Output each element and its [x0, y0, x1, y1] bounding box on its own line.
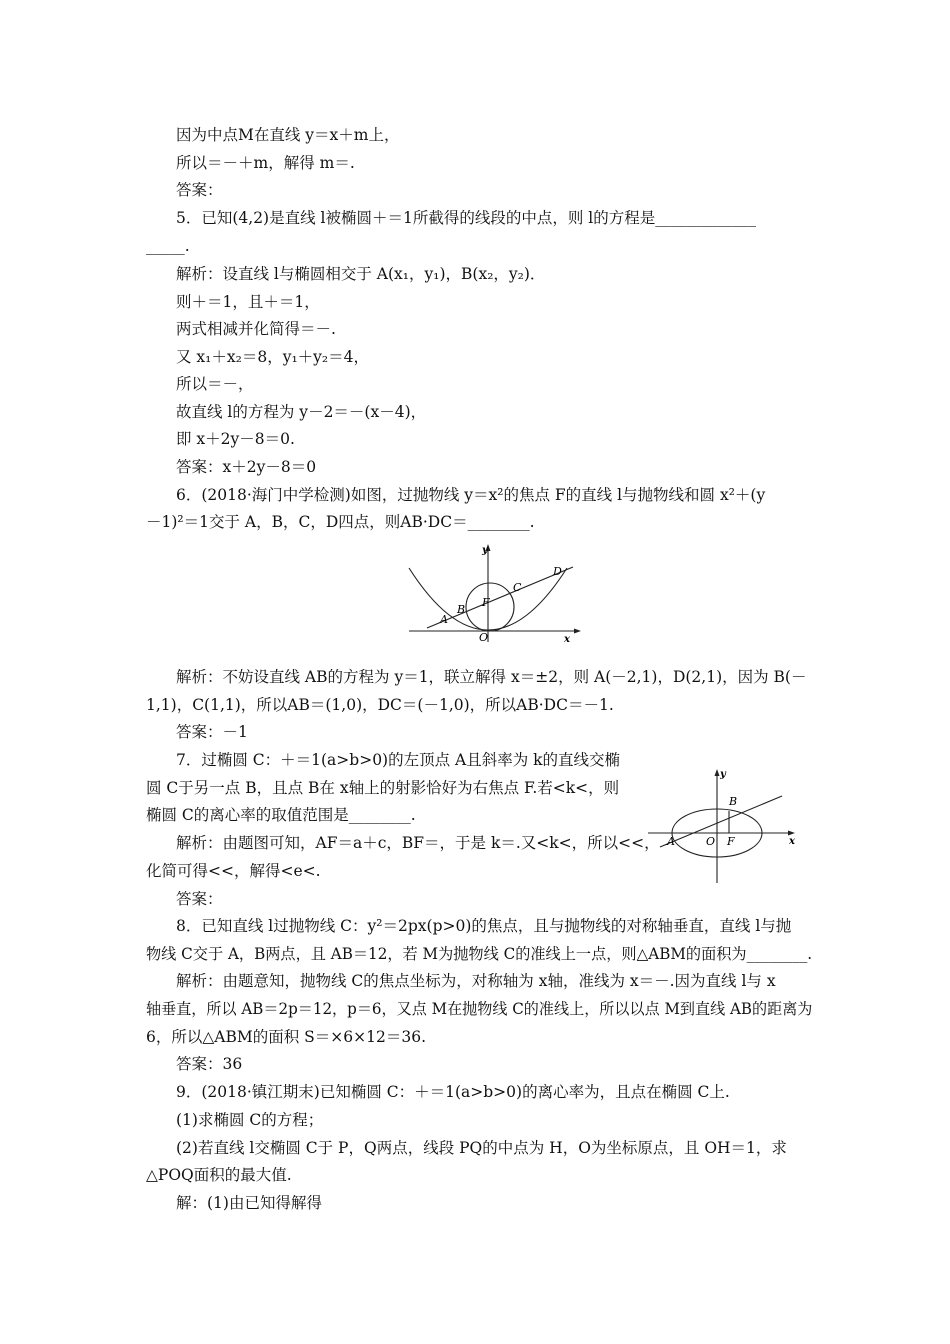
text-line: 答案： — [176, 890, 223, 908]
text-line: 轴垂直，所以 AB＝2p＝12，p＝6，又点 M在抛物线 C的准线上，所以以点 M到直线 AB的距离为 — [146, 1000, 813, 1018]
text-line: 答案：－1 — [176, 723, 248, 741]
text-line: 解析：不妨设直线 AB的方程为 y＝1，联立解得 x＝±2，则 A(－2,1)，D(2,1)，因为 B(－ — [176, 668, 807, 686]
text-line: 两式相减并化简得＝－. — [176, 320, 336, 338]
text-line: 7．过椭圆 C：＋＝1(a>b>0)的左顶点 A且斜率为 k的直线交椭 — [176, 751, 621, 769]
line-l — [427, 567, 573, 628]
x-axis-label: x — [564, 634, 570, 645]
text-line: 答案： — [176, 181, 223, 199]
x-axis-arrow — [574, 629, 581, 634]
text-line: 圆 C于另一点 B，且点 B在 x轴上的射影恰好为右焦点 F.若<k<，则 — [146, 779, 620, 797]
text-line: _____. — [146, 237, 190, 255]
text-line: 答案：36 — [176, 1055, 243, 1073]
text-line: (2)若直线 l交椭圆 C于 P，Q两点，线段 PQ的中点为 H，O为坐标原点，且 OH＝1，求 — [176, 1139, 787, 1157]
text-line: 8．已知直线 l过抛物线 C：y²＝2px(p>0)的焦点，且与抛物线的对称轴垂直，直线 l与抛 — [176, 917, 792, 935]
text-line: 解析：由题意知，抛物线 C的焦点坐标为，对称轴为 x轴，准线为 x＝－.因为直线 l与 x — [176, 972, 776, 990]
text-line: 椭圆 C的离心率的取值范围是________. — [146, 806, 416, 824]
text-line: 1,1)，C(1,1)，所以AB＝(1,0)，DC＝(－1,0)，所以AB·DC＝－1. — [146, 696, 614, 714]
text-line: 5．已知(4,2)是直线 l被椭圆＋＝1所截得的线段的中点，则 l的方程是_____________ — [176, 209, 756, 227]
point-label-f: F — [482, 596, 490, 609]
text-line: 解析：由题图可知，AF＝a＋c，BF＝，于是 k＝.又<k<，所以<<， — [176, 834, 660, 852]
y-axis-label: y — [482, 545, 488, 556]
text-line: 所以＝－＋m，解得 m＝. — [176, 154, 355, 172]
origin-label: O — [706, 835, 716, 848]
point-label-b: B — [457, 603, 466, 616]
text-line: (1)求椭圆 C的方程； — [176, 1111, 324, 1129]
figure-ellipse — [645, 765, 805, 887]
text-line: 则＋＝1，且＋＝1， — [176, 293, 320, 311]
y-axis-arrow — [715, 769, 720, 776]
circle-curve — [466, 583, 514, 631]
point-label-f: F — [727, 835, 735, 848]
text-line: 所以＝－， — [176, 375, 254, 393]
origin-label: O — [479, 631, 489, 644]
text-line: 即 x＋2y－8＝0. — [176, 430, 295, 448]
text-line: 又 x₁＋x₂＝8，y₁＋y₂＝4， — [176, 348, 370, 366]
x-axis-label: x — [789, 836, 795, 847]
y-axis-label: y — [720, 769, 726, 780]
point-label-b: B — [729, 795, 738, 808]
text-line: 解析：设直线 l与椭圆相交于 A(x₁，y₁)，B(x₂，y₂)． — [176, 265, 546, 283]
figure-parabola-circle — [405, 540, 590, 645]
text-line: 9．(2018·镇江期末)已知椭圆 C：＋＝1(a>b>0)的离心率为，且点在椭圆 C上. — [176, 1083, 730, 1101]
text-line: －1)²＝1交于 A，B，C，D四点，则AB·DC＝________. — [146, 513, 535, 531]
text-line: 解：(1)由已知得解得 — [176, 1194, 322, 1212]
text-line: 化简可得<<，解得<e<. — [146, 862, 321, 880]
text-line: 答案：x＋2y－8＝0 — [176, 458, 317, 476]
point-label-c: C — [513, 581, 522, 594]
text-line: 因为中点M在直线 y＝x＋m上， — [176, 126, 400, 144]
text-line: 故直线 l的方程为 y－2＝－(x－4)， — [176, 403, 427, 421]
point-label-a: A — [440, 613, 448, 626]
x-axis-arrow — [788, 831, 795, 836]
text-line: 物线 C交于 A，B两点，且 AB＝12，若 M为抛物线 C的准线上一点，则△ABM的面积为________. — [146, 945, 813, 963]
text-line: △POQ面积的最大值. — [146, 1166, 292, 1184]
point-label-a: A — [667, 835, 675, 848]
text-line: 6．(2018·海门中学检测)如图，过抛物线 y＝x²的焦点 F的直线 l与抛物线和圆 x²＋(y — [176, 486, 766, 504]
point-label-d: D — [553, 565, 562, 578]
text-line: 6，所以△ABM的面积 S＝×6×12＝36. — [146, 1028, 426, 1046]
line-ab — [660, 796, 782, 847]
